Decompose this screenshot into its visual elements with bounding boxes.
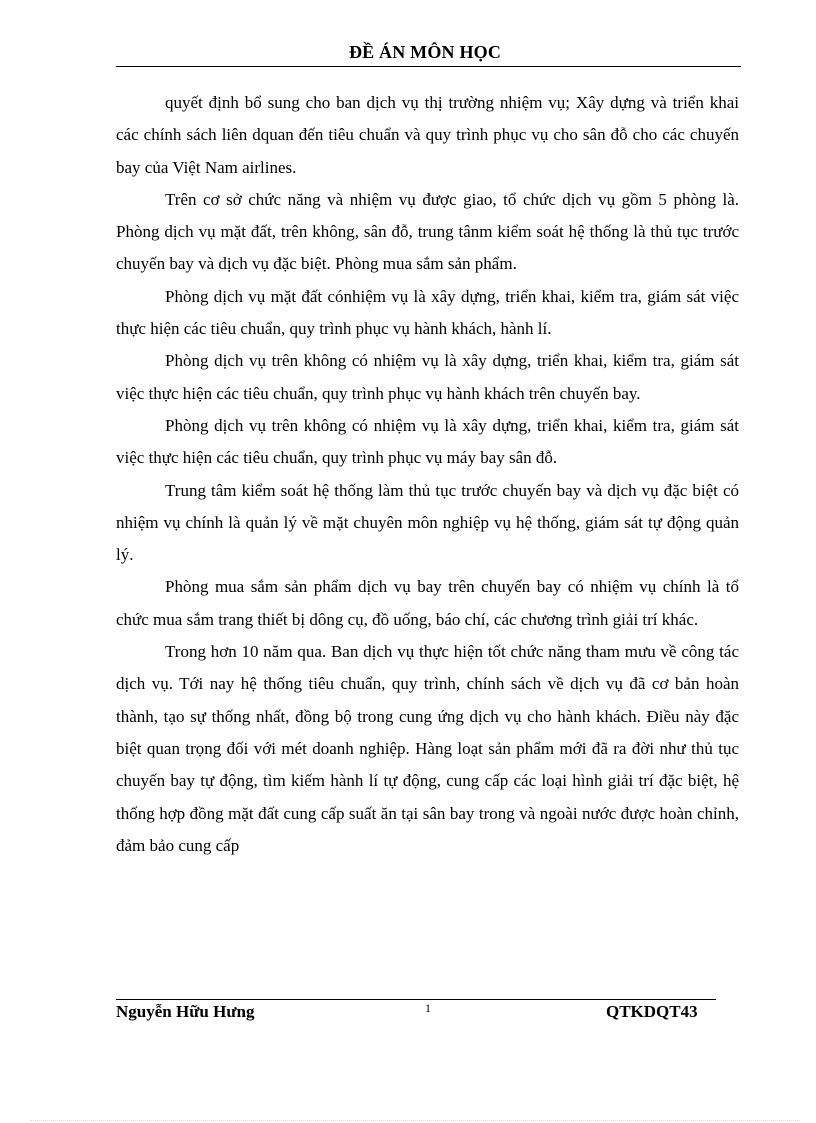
body-paragraph: Phòng dịch vụ trên không có nhiệm vụ là xây dựng, triển khai, kiểm tra, giám sát việc thực hiện các tiêu chuẩn, quy trình phục vụ hành khách trên chuyến bay.	[116, 351, 739, 403]
header-divider	[116, 66, 741, 67]
footer-author: Nguyễn Hữu Hưng	[116, 1002, 255, 1021]
body-paragraph: quyết định bổ sung cho ban dịch vụ thị trường nhiệm vụ; Xây dựng và triển khai các chính sách liên dquan đến tiêu chuẩn và quy trình phục vụ cho sân đỗ cho các chuyến bay của Việt Nam airlines.	[116, 93, 739, 177]
body-paragraph: Trung tâm kiểm soát hệ thống làm thủ tục trước chuyến bay và dịch vụ đặc biệt có nhiệm vụ chính là quản lý về mặt chuyên môn nghiệp vụ hệ thống, giám sát tự động quản lý.	[116, 480, 739, 565]
body-paragraph: Phòng mua sắm sản phẩm dịch vụ bay trên chuyến bay có nhiệm vụ chính là tổ chức mua sắm trang thiết bị dông cụ, đồ uống, báo chí, các chương trình giải trí khác.	[116, 577, 739, 629]
body-paragraph: Trên cơ sở chức năng và nhiệm vụ được giao, tổ chức dịch vụ gồm 5 phòng là. Phòng dịch vụ mặt đất, trên không, sân đỗ, trung tânm kiểm soát hệ thống là thủ tục trước chuyến bay và dịch vụ đặc biệt. Phòng mua sắm sản phẩm.	[116, 189, 739, 274]
footer-class-code: QTKDQT43	[606, 1002, 698, 1021]
document-body	[116, 87, 739, 862]
body-paragraph: Trong hơn 10 năm qua. Ban dịch vụ thực hiện tốt chức năng tham mưu về công tác dịch vụ. Tới nay hệ thống tiêu chuẩn, quy trình, chính sách về dịch vụ đã cơ bản hoàn thành, tạo sự thống nhất, đồng bộ trong cung ứng dịch vụ cho hành khách. Điều này đặc biệt quan trọng đối với mét doanh nghiệp. Hàng loạt sản phẩm mới đã ra đời như thủ tục chuyến bay tự động, tìm kiếm hành lí tự động, cung cấp các loại hình giải trí đặc biệt, hệ thống hợp đồng mặt đất cung cấp suất ăn tại sân bay trong và ngoài nước được hoàn chỉnh, đảm bảo cung cấp	[116, 642, 739, 855]
page-edge-divider	[30, 1120, 800, 1121]
footer-page-number: 1	[425, 1001, 431, 1015]
footer-divider	[116, 999, 716, 1000]
page-header-title: ĐỀ ÁN MÔN HỌC	[348, 42, 502, 62]
body-paragraph: Phòng dịch vụ trên không có nhiệm vụ là xây dựng, triển khai, kiểm tra, giám sát việc thực hiện các tiêu chuẩn, quy trình phục vụ máy bay sân đỗ.	[116, 415, 739, 468]
body-paragraph: Phòng dịch vụ mặt đất cónhiệm vụ là xây dựng, triển khai, kiểm tra, giám sát việc thực hiện các tiêu chuẩn, quy trình phục vụ hành khách, hành lí.	[116, 286, 739, 339]
